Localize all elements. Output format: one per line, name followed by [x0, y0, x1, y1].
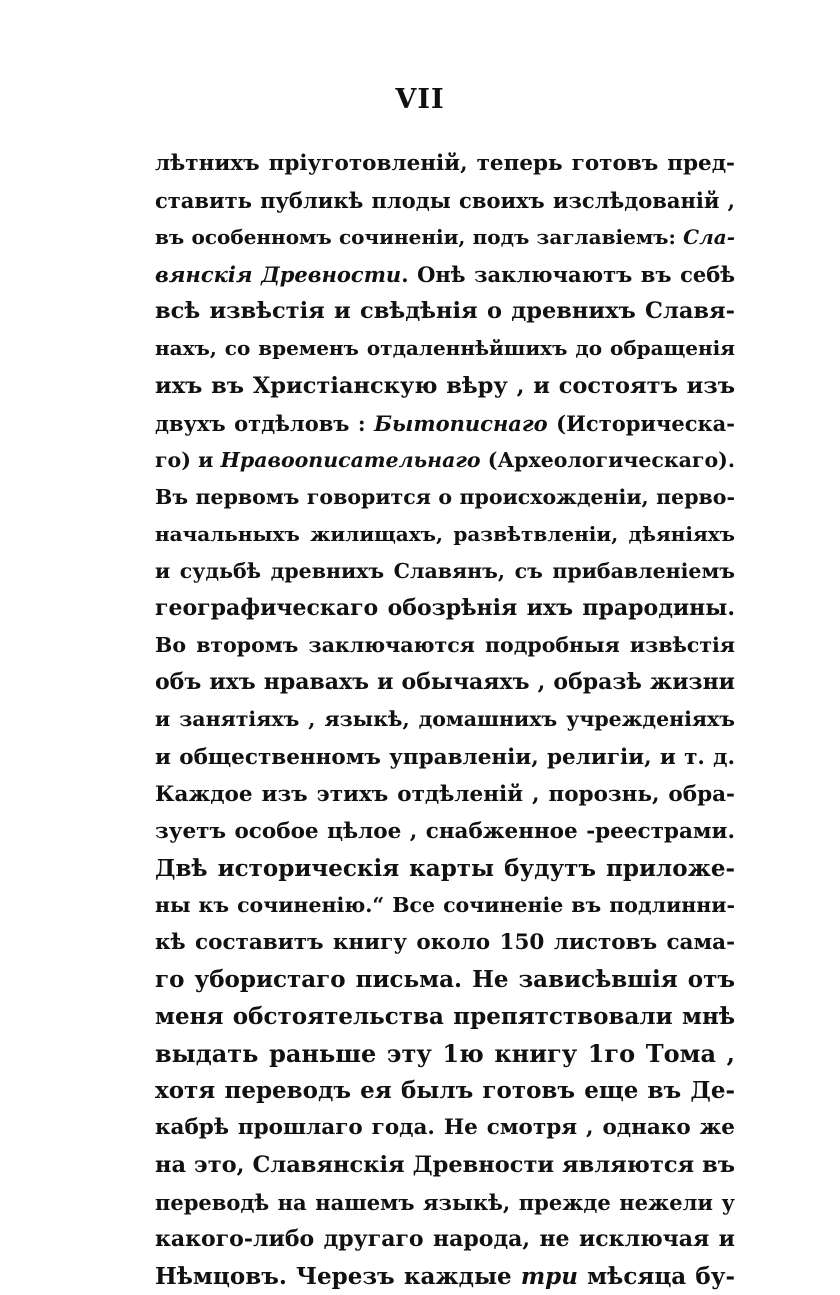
text-segment: (Археологическаго). — [480, 447, 735, 472]
text-segment: и судьбѣ древнихъ Славянъ, съ прибавленіемъ — [155, 559, 735, 584]
text-line — [155, 627, 735, 664]
text-segment: географическаго обозрѣнія ихъ прародины. — [155, 595, 735, 622]
text-segment: ставить публикѣ плоды своихъ изслѣдованій , — [155, 188, 735, 214]
text-line — [155, 442, 735, 479]
italic-text: Нравоописательнаго — [220, 447, 481, 472]
text-line — [155, 813, 735, 850]
text-segment: въ особенномъ сочиненіи, подъ заглавіемъ: — [155, 225, 684, 250]
text-segment: хотя переводъ ея былъ готовъ еще въ Де- — [155, 1077, 735, 1105]
body-text — [155, 145, 735, 1295]
italic-text: три — [520, 1262, 578, 1290]
text-segment: ихъ въ Христіанскую вѣру , и состоятъ изъ — [155, 372, 735, 399]
italic-text: вянскія Древности — [155, 262, 402, 288]
text-segment: Въ первомъ говорится о происхожденіи, перво- — [155, 484, 735, 509]
text-line — [155, 479, 735, 516]
text-line — [155, 1072, 735, 1109]
text-segment: . Онѣ заключаютъ въ себѣ — [401, 262, 735, 288]
text-segment: нахъ, со временъ отдаленнѣйшихъ до обращенія — [155, 336, 735, 361]
text-segment: какого-либо другаго народа, не исключая и — [155, 1225, 735, 1252]
text-segment: зуетъ особое цѣлое , снабженное -реестрами. — [155, 818, 735, 844]
text-line — [155, 1035, 735, 1072]
text-segment: мѣсяца бу- — [577, 1262, 735, 1290]
text-segment: меня обстоятельства препятствовали мнѣ — [155, 1003, 735, 1031]
text-line — [155, 664, 735, 701]
page-number: VII — [395, 84, 445, 115]
text-segment: выдать раньше эту 1ю книгу 1го Тома , — [155, 1039, 735, 1069]
text-line — [155, 293, 735, 330]
text-line — [155, 1221, 735, 1258]
text-segment: кѣ составитъ книгу около 150 листовъ сама- — [155, 929, 735, 955]
text-segment: и занятіяхъ , языкѣ, домашнихъ учрежденіяхъ — [155, 707, 735, 732]
text-segment: кабрѣ прошлаго года. Не смотря , однако же — [155, 1115, 735, 1141]
text-segment: Двѣ историческія карты будутъ приложе- — [155, 854, 735, 882]
text-segment: двухъ отдѣловъ : — [155, 410, 375, 436]
text-segment: и общественномъ управленіи, религіи, и т. д. — [155, 744, 735, 770]
text-line — [155, 182, 735, 219]
text-line — [155, 219, 735, 256]
text-segment: го убористаго письма. Не зависѣвшія отъ — [155, 966, 735, 994]
text-line — [155, 998, 735, 1035]
italic-text: Бытописнаго — [374, 410, 548, 436]
text-line — [155, 330, 735, 367]
text-line — [155, 516, 735, 553]
text-line — [155, 924, 735, 961]
text-line — [155, 1184, 735, 1221]
text-line — [155, 887, 735, 924]
text-line — [155, 701, 735, 738]
text-segment: начальныхъ жилищахъ, развѣтвленіи, дѣяніяхъ — [155, 521, 735, 546]
text-segment: объ ихъ нравахъ и обычаяхъ , образѣ жизни — [155, 669, 735, 696]
text-line — [155, 553, 735, 590]
text-line — [155, 1258, 735, 1295]
text-line — [155, 145, 735, 182]
text-segment: Каждое изъ этихъ отдѣленій , порознь, обра- — [155, 781, 735, 807]
italic-text: Сла- — [683, 225, 735, 250]
text-segment: Во второмъ заключаются подробныя извѣстія — [155, 633, 735, 658]
text-line — [155, 739, 735, 776]
text-segment: всѣ извѣстія и свѣдѣнія о древнихъ Славя- — [155, 298, 735, 325]
text-line — [155, 1147, 735, 1184]
text-line — [155, 776, 735, 813]
text-segment: лѣтнихъ пріуготовленій, теперь готовъ пред- — [155, 151, 735, 176]
text-line — [155, 850, 735, 887]
text-segment: на это, Славянскія Древности являются въ — [155, 1151, 735, 1178]
text-segment: Нѣмцовъ. Черезъ каждые — [155, 1262, 521, 1290]
text-segment: переводѣ на нашемъ языкѣ, прежде нежели у — [155, 1189, 735, 1215]
text-line — [155, 1109, 735, 1146]
text-segment: го) и — [155, 447, 221, 472]
text-segment: (Историческа- — [547, 410, 735, 436]
text-segment: ны къ сочиненію.“ Все сочиненіе въ подлинни- — [155, 892, 735, 917]
text-line — [155, 368, 735, 405]
text-line — [155, 590, 735, 627]
text-line — [155, 961, 735, 998]
text-line — [155, 256, 735, 293]
text-line — [155, 405, 735, 442]
